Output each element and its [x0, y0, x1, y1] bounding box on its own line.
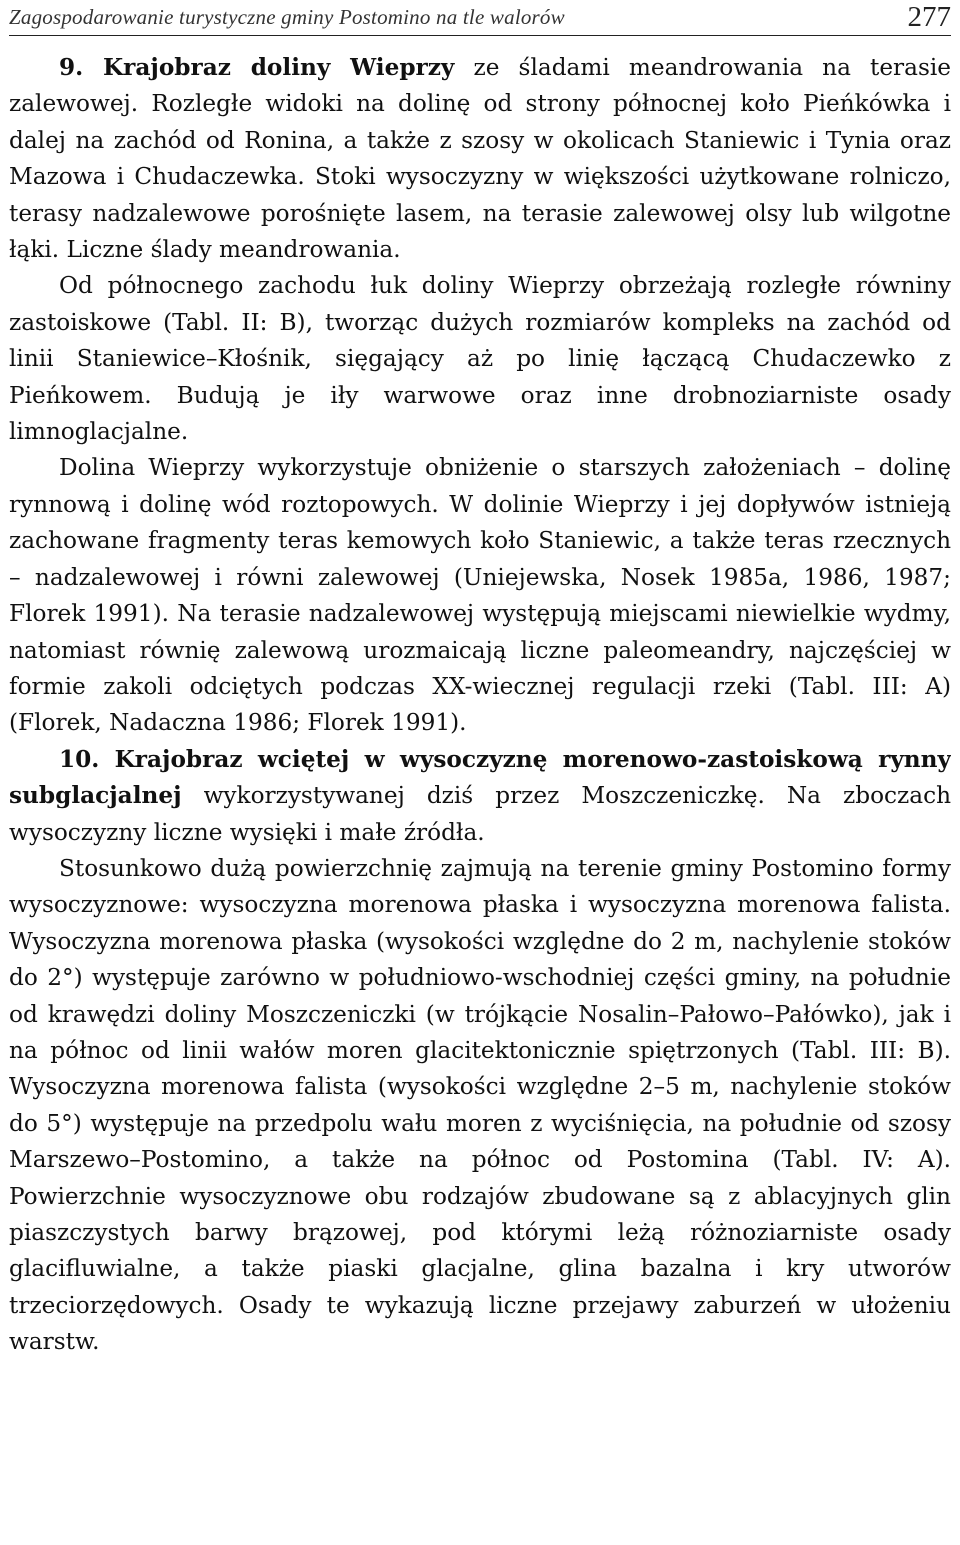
section-10-title: Krajobraz wciętej w wysoczyznę morenowo-zastoiskową rynny subglacjalnej	[9, 745, 951, 810]
section-10-text: wykorzystywanej dziś przez Moszczeniczkę. Na zboczach wysoczyzny liczne wysięki i małe źródła.	[9, 782, 951, 846]
running-title: Zagospodarowanie turystyczne gminy Postomino na tle walorów	[9, 5, 565, 29]
document-page	[9, 0, 951, 1545]
section-10-paragraph-2: Stosunkowo dużą powierzchnię zajmują na terenie gminy Postomino formy wysoczyznowe: wysoczyzna morenowa płaska i wysoczyzna morenowa falista. Wysoczyzna morenowa płaska (wysokości względne do 2 m, nachylenie stoków do 2°) występuje zarówno w południowo-wschodniej części gminy, na południe od krawędzi doliny Moszczeniczki (w trójkącie Nosalin–Pałowo–Pałówko), jak i na północ od linii wałów moren glacitektonicznie spiętrzonych (Tabl. III: B). Wysoczyzna morenowa falista (wysokości względne 2–5 m, nachylenie stoków do 5°) występuje na przedpolu wału moren z wyciśnięcia, na południe od szosy Marszewo–Postomino, a także na północ od Postomina (Tabl. IV: A). Powierzchnie wysoczyznowe obu rodzajów zbudowane są z ablacyjnych glin piaszczystych barwy brązowej, pod którymi leżą różnoziarniste osady glacifluwialne, a także piaski glacjalne, glina bazalna i kry utworów trzeciorzędowych. Osady te wykazują liczne przejawy zaburzeń w ułożeniu warstw.	[9, 854, 951, 1356]
running-header	[9, 0, 951, 36]
section-9-paragraph-3: Dolina Wieprzy wykorzystuje obniżenie o starszych założeniach – dolinę rynnową i dolinę wód roztopowych. W dolinie Wieprzy i jej dopływów istnieją zachowane fragmenty teras kemowych koło Staniewic, a także teras rzecznych – nadzalewowej i równi zalewowej (Uniejewska, Nosek 1985a, 1986, 1987; Florek 1991). Na terasie nadzalewowej występują miejscami niewielkie wydmy, natomiast równię zalewową urozmaicają liczne paleomeandry, najczęściej w formie zakoli odciętych podczas XX-wiecznej regulacji rzeki (Tabl. III: A) (Florek, Nadaczna 1986; Florek 1991).	[9, 454, 951, 737]
section-9-paragraph-2: Od północnego zachodu łuk doliny Wieprzy obrzeżają rozległe równiny zastoiskowe (Tabl. II: B), tworząc dużych rozmiarów kompleks na zachód od linii Staniewice–Kłośnik, sięgający aż po linię łączącą Chudaczewko z Pieńkowem. Budują je iły warwowe oraz inne drobnoziarniste osady limnoglacjalne.	[9, 272, 951, 446]
section-10-number: 10.	[59, 745, 100, 773]
section-9-heading	[59, 54, 454, 81]
section-10-paragraph-1	[9, 742, 951, 851]
body-text	[9, 50, 951, 1361]
section-9-paragraph-1	[9, 50, 951, 268]
section-9-number: 9.	[59, 54, 84, 81]
section-9-title: Krajobraz doliny Wieprzy	[103, 54, 455, 81]
page-number: 277	[907, 1, 951, 33]
section-9-text: ze śladami meandrowania na terasie zalewowej. Rozległe widoki na dolinę od strony północnej koło Pieńkówka i dalej na zachód od Ronina, a także z szosy w okolicach Staniewic i Tynia oraz Mazowa i Chudaczewka. Stoki wysoczyzny w większości użytkowane rolniczo, terasy nadzalewowe porośnięte lasem, na terasie zalewowej olsy lub wilgotne łąki. Liczne ślady meandrowania.	[9, 54, 951, 264]
